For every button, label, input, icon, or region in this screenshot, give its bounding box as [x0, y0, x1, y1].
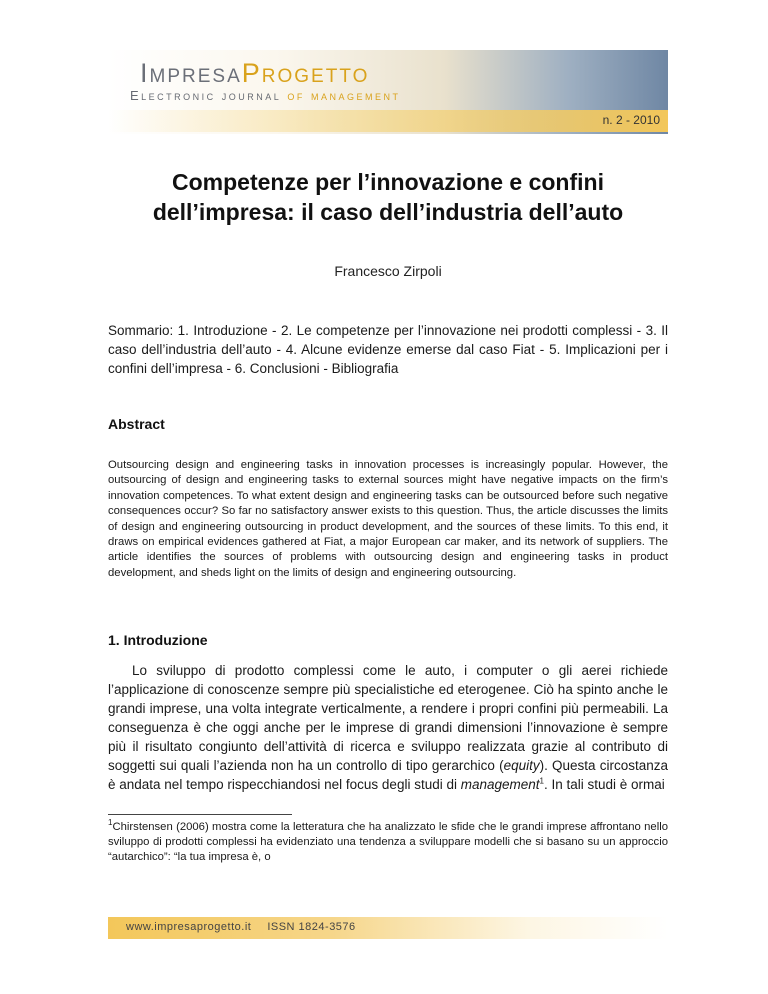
footer-issn: ISSN 1824-3576 — [267, 921, 356, 933]
footer-text — [126, 921, 356, 933]
footer-bar — [108, 917, 668, 939]
footnote-reference[interactable]: 1 — [539, 776, 544, 786]
footnote-mark: 1 — [108, 818, 113, 828]
footer-url-link[interactable]: www.impresaprogetto.it — [126, 921, 252, 933]
journal-masthead — [108, 50, 668, 134]
journal-logo-title: ImpresaProgetto — [140, 58, 370, 88]
author-name: Francesco Zirpoli — [334, 263, 442, 279]
body-term-equity: equity — [503, 758, 540, 773]
section-heading: 1. Introduzione — [108, 632, 208, 648]
journal-logo-subtitle: Electronic journal of management — [130, 88, 401, 103]
table-of-contents-summary: Sommario: 1. Introduzione - 2. Le competenze per l’innovazione nei prodotti complessi - 3. Il caso dell’industria dell’auto - 4. Alcune evidenze emerse dal caso Fiat - 5. Implicazioni per i confini dell’impresa - 6. Conclusioni - Bibliografia — [108, 323, 668, 376]
article-title — [108, 167, 668, 227]
body-term-management: management — [460, 777, 540, 792]
footnote-divider — [108, 814, 292, 815]
footnote: $^1$Chirstensen (2006) mostra come la letteratura che ha analizzato le sfide che le grandi imprese affrontano nello sviluppo di prodotti complessi ha evidenziato una tendenza a sviluppare modelli che si basano su un approccio “autarchico”: “la tua impresa è, o — [108, 818, 668, 863]
body-paragraph: Lo sviluppo di prodotto complessi come le auto, i computer o gli aerei richiede l’applicazione di conoscenze sempre più specialistiche ed eterogenee. Ciò ha spinto anche le grandi imprese, una volta integrate verticalmente, a rendere i propri confini più permeabili. La conseguenza è che oggi anche per le imprese di grandi dimensioni l’innovazione è sempre più il risultato congiunto dell’attività di ricerca e sviluppo realizzata grazie al contributo di soggetti sui quali l’azienda non ha un controllo di tipo gerarchico (equity). Questa circostanza è andata nel tempo rispecchiandosi nel focus degli studi di management$^1$. In tali studi è ormai — [108, 663, 668, 792]
issue-bar — [108, 110, 668, 132]
article-title-line-1: Competenze per l’innovazione e confini — [172, 169, 604, 195]
abstract-heading: Abstract — [108, 416, 165, 432]
issue-number: n. 2 - 2010 — [602, 113, 660, 127]
article-title-line-2: dell’impresa: il caso dell’industria dell’auto — [152, 199, 624, 225]
abstract-text: Outsourcing design and engineering tasks in innovation processes is increasingly popular. However, the outsourcing of design and engineering tasks to external sources might have negative impacts on the firm’s innovation competences. To what extent design and engineering tasks can be outsourced before such negative consequences occur? So far no satisfactory answer exists to this question. Thus, the article discusses the limits of design and engineering outsourcing in product development, and the sources of these limits. To this end, it draws on empirical evidences gathered at Fiat, a major European car maker, and its network of suppliers. The article identifies the sources of problems with outsourcing design and engineering tasks in product development, and sheds light on the limits of design and engineering outsourcing. — [108, 459, 668, 579]
